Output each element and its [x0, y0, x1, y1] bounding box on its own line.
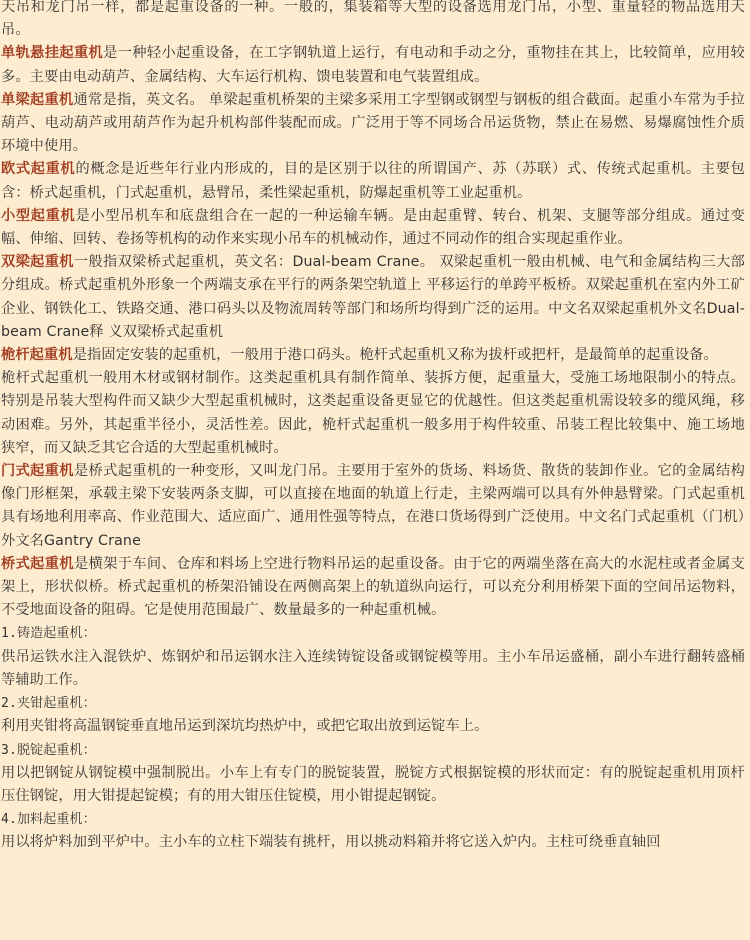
- term-bridge-crane: 桥式起重机: [1, 555, 74, 572]
- paragraph-single-girder-crane: 单梁起重机通常是指，英文名。 单梁起重机桥架的主梁多采用工字型钢或钢型与钢板的组合截面。起重小车常为手拉葫芦、电动葫芦或用葫芦作为起升机构部件装配而成。广泛用于等不同场合吊运货物，禁止在易燃、易爆腐蚀性介质环境中使用。: [1, 91, 745, 155]
- paragraph-mast-crane: 桅杆起重机是指固定安装的起重机，一般用于港口码头。桅杆式起重机又称为拔杆或把杆，是最简单的起重设备。: [1, 347, 718, 364]
- term-european-crane: 欧式起重机: [1, 161, 76, 178]
- list-heading-clamp-crane: 2.夹钳起重机：: [1, 696, 96, 712]
- term-monorail-crane: 单轨悬挂起重机: [1, 45, 104, 62]
- term-gantry-crane: 门式起重机: [1, 463, 74, 480]
- list-body-clamp-crane: 利用夹钳将高温钢锭垂直地吊运到深坑均热炉中，或把它取出放到运锭车上。: [1, 718, 489, 735]
- intro-paragraph: 天吊和龙门吊一样，都是起重设备的一种。一般的，集装箱等大型的设备选用龙门吊，小型、重量轻的物品选用天吊。: [1, 0, 745, 39]
- paragraph-monorail-crane: 单轨悬挂起重机是一种轻小起重设备，在工字钢轨道上运行，有电动和手动之分，重物挂在其上，比较简单，应用较多。主要由电动葫芦、金属结构、大车运行机构、馈电装置和电气装置组成。: [1, 45, 745, 85]
- term-single-girder-crane: 单梁起重机: [1, 91, 74, 108]
- paragraph-bridge-crane: 桥式起重机是横架于车间、仓库和料场上空进行物料吊运的起重设备。由于它的两端坐落在高大的水泥柱或者金属支架上，形状似桥。桥式起重机的桥架沿铺设在两侧高架上的轨道纵向运行，可以充分利用桥架下面的空间吊运物料，不受地面设备的阻碍。它是使用范围最广、数量最多的一种起重机械。: [1, 555, 745, 619]
- list-body-stripper-crane: 用以把钢锭从钢锭模中强制脱出。小车上有专门的脱锭装置，脱锭方式根据锭模的形状而定：有的脱锭起重机用顶杆压住钢锭，用大钳提起锭模；有的用大钳压住锭模，用小钳提起钢锭。: [1, 764, 745, 804]
- paragraph-small-crane: 小型起重机是小型吊机车和底盘组合在一起的一种运输车辆。是由起重臂、转台、机架、支腿等部分组成。通过变幅、伸缩、回转、卷扬等机构的动作来实现小吊车的机械动作，通过不同动作的组合实现起重作业。: [1, 207, 745, 248]
- list-heading-charging-crane: 4.加料起重机：: [1, 812, 96, 828]
- paragraph-double-girder-crane: 双梁起重机一般指双梁桥式起重机，英文名：Dual-beam Crane。 双梁起重机一般由机械、电气和金属结构三大部分组成。桥式起重机外形象一个两端支承在平行的两条架空轨道上 平移运行的单跨平板桥。双梁起重机在室内外工矿企业、钢铁化工、铁路交通、港口码头以及物流周转等部门和场所均得到广泛的运用。中文名双梁起重机外文名Dual-beam Crane释 义双梁桥式起重机: [1, 254, 745, 340]
- term-mast-crane: 桅杆起重机: [1, 347, 73, 364]
- list-heading-stripper-crane: 3.脱锭起重机：: [1, 742, 96, 758]
- term-double-girder-crane: 双梁起重机: [1, 254, 74, 271]
- term-small-crane: 小型起重机: [1, 207, 76, 224]
- paragraph-gantry-crane: 门式起重机是桥式起重机的一种变形，又叫龙门吊。主要用于室外的货场、料场货、散货的装卸作业。它的金属结构像门形框架，承载主梁下安装两条支脚，可以直接在地面的轨道上行走，主梁两端可以具有外伸悬臂梁。门式起重机具有场地利用率高、作业范围大、适应面广、通用性强等特点，在港口货场得到广泛使用。中文名门式起重机（门机）外文名Gantry Crane: [1, 463, 745, 549]
- paragraph-european-crane: 欧式起重机的概念是近些年行业内形成的，目的是区别于以往的所谓国产、苏（苏联）式、传统式起重机。主要包含：桥式起重机，门式起重机，悬臂吊，柔性梁起重机，防爆起重机等工业起重机。: [1, 161, 745, 201]
- list-body-casting-crane: 供吊运铁水注入混铁炉、炼钢炉和吊运钢水注入连续铸锭设备或钢锭模等用。主小车吊运盛桶，副小车进行翻转盛桶等辅助工作。: [1, 648, 745, 688]
- list-body-charging-crane: 用以将炉料加到平炉中。主小车的立柱下端装有挑杆，用以挑动料箱并将它送入炉内。主柱可绕垂直轴回: [1, 834, 661, 851]
- paragraph-mast-crane-detail: 桅杆式起重机一般用木材或钢材制作。这类起重机具有制作简单、装拆方便，起重量大，受施工场地限制小的特点。特别是吊装大型构件而又缺少大型起重机械时，这类起重设备更显它的优越性。但这类起重机需设较多的缆风绳，移动困难。另外，其起重半径小，灵活性差。因此，桅杆式起重机一般多用于构件较重、吊装工程比较集中、施工场地狭窄，而又缺乏其它合适的大型起重机械时。: [1, 370, 745, 456]
- list-heading-casting-crane: 1.铸造起重机：: [1, 626, 96, 642]
